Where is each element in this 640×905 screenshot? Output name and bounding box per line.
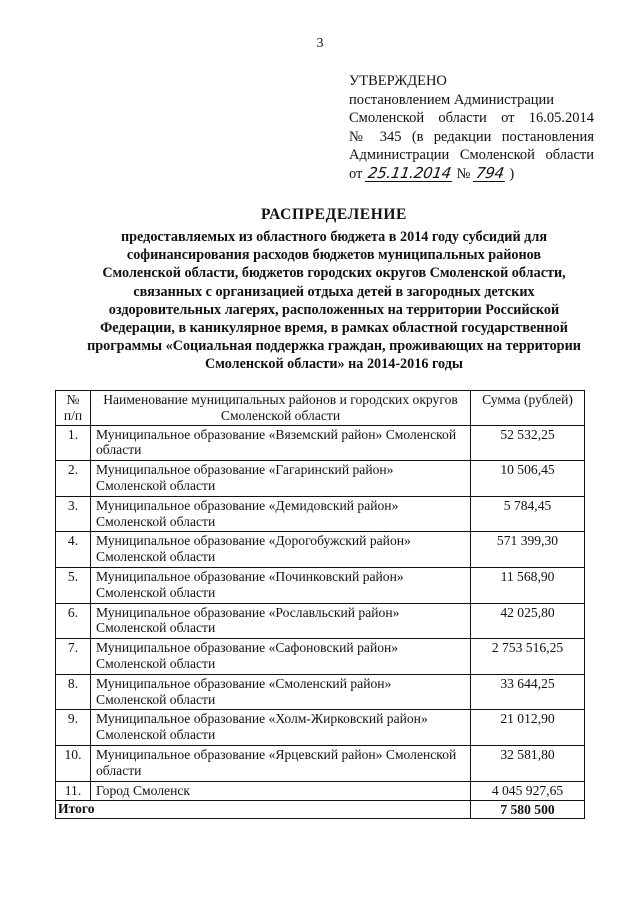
row-name: Муниципальное образование «Вяземский район» Смоленской области [91, 425, 471, 461]
total-row [56, 801, 585, 819]
row-amount: 10 506,45 [471, 461, 585, 497]
row-name: Муниципальное образование «Гагаринский район» Смоленской области [91, 461, 471, 497]
row-num: 3. [56, 496, 91, 532]
handwritten-date: 25.11.2014 [366, 163, 453, 182]
approval-line-2: Смоленской области от 16.05.2014 [349, 110, 594, 127]
table-row [56, 639, 585, 675]
approval-line-4: Администрации Смоленской области [349, 147, 594, 164]
approval-line-3: № 345 (в редакции постановления [349, 128, 594, 145]
row-name: Муниципальное образование «Починковский район» Смоленской области [91, 567, 471, 603]
row-amount: 571 399,30 [471, 532, 585, 568]
header-num: № п/п [56, 391, 91, 426]
row-num: 10. [56, 745, 91, 781]
approval-line-1: постановлением Администрации [349, 91, 555, 108]
row-name: Муниципальное образование «Ярцевский район» Смоленской области [91, 745, 471, 781]
row-amount: 52 532,25 [471, 425, 585, 461]
description-line: Смоленской области, бюджетов городских округов Смоленской области, [102, 265, 566, 282]
description-line: связанных с организацией отдыха детей в загородных детских [133, 283, 535, 300]
description-line: Смоленской области» на 2014-2016 годы [205, 356, 463, 373]
row-amount: 21 012,90 [471, 710, 585, 746]
description-line: софинансирования расходов бюджетов муниципальных районов [126, 247, 542, 264]
row-name: Муниципальное образование «Дорогобужский район» Смоленской области [91, 532, 471, 568]
approval-number-label: № [456, 165, 471, 182]
description-line: оздоровительных лагерях, расположенных на территории Российской [108, 301, 560, 318]
row-num: 5. [56, 567, 91, 603]
table-row [56, 603, 585, 639]
description-line: программы «Социальная поддержка граждан, проживающих на территории [87, 338, 581, 355]
table-header-row [56, 391, 585, 426]
row-num: 8. [56, 674, 91, 710]
row-amount: 42 025,80 [471, 603, 585, 639]
row-num: 11. [56, 781, 91, 801]
table-row [56, 532, 585, 568]
total-amount: 7 580 500 [471, 801, 585, 819]
row-name: Муниципальное образование «Рославльский район» Смоленской области [91, 603, 471, 639]
approval-close-paren: ) [509, 165, 515, 182]
page-number: 3 [316, 36, 324, 51]
approval-stamp [349, 72, 594, 184]
row-amount: 5 784,45 [471, 496, 585, 532]
row-name: Муниципальное образование «Холм-Жирковский район» Смоленской области [91, 710, 471, 746]
row-num: 6. [56, 603, 91, 639]
row-name: Муниципальное образование «Демидовский район» Смоленской области [91, 496, 471, 532]
description-line: предоставляемых из областного бюджета в 2014 году субсидий для [120, 229, 547, 245]
row-name: Муниципальное образование «Сафоновский район» Смоленской области [91, 639, 471, 675]
table-row [56, 745, 585, 781]
approval-from-label: от [349, 165, 363, 182]
handwritten-number: 794 [474, 163, 506, 182]
header-amount: Сумма (рублей) [471, 391, 585, 426]
table-row [56, 496, 585, 532]
row-amount: 11 568,90 [471, 567, 585, 603]
document-heading [60, 206, 608, 374]
document-title: РАСПРЕДЕЛЕНИЕ [261, 206, 407, 223]
row-amount: 4 045 927,65 [471, 781, 585, 801]
row-amount: 32 581,80 [471, 745, 585, 781]
table-row [56, 425, 585, 461]
header-name: Наименование муниципальных районов и городских округов Смоленской области [91, 391, 471, 426]
row-num: 9. [56, 710, 91, 746]
approval-heading: УТВЕРЖДЕНО [349, 73, 447, 89]
total-label: Итого [56, 801, 471, 819]
row-amount: 2 753 516,25 [471, 639, 585, 675]
distribution-table [55, 390, 585, 819]
table-row [56, 674, 585, 710]
document-description [60, 228, 608, 374]
table-row [56, 710, 585, 746]
row-name: Город Смоленск [91, 781, 471, 801]
row-num: 2. [56, 461, 91, 497]
description-line: Федерации, в каникулярное время, в рамках областной государственной [100, 320, 568, 337]
table-row [56, 781, 585, 801]
row-name: Муниципальное образование «Смоленский район» Смоленской области [91, 674, 471, 710]
row-num: 1. [56, 425, 91, 461]
approval-line-5 [349, 165, 594, 184]
table-row [56, 567, 585, 603]
row-num: 4. [56, 532, 91, 568]
table-row [56, 461, 585, 497]
row-amount: 33 644,25 [471, 674, 585, 710]
row-num: 7. [56, 639, 91, 675]
